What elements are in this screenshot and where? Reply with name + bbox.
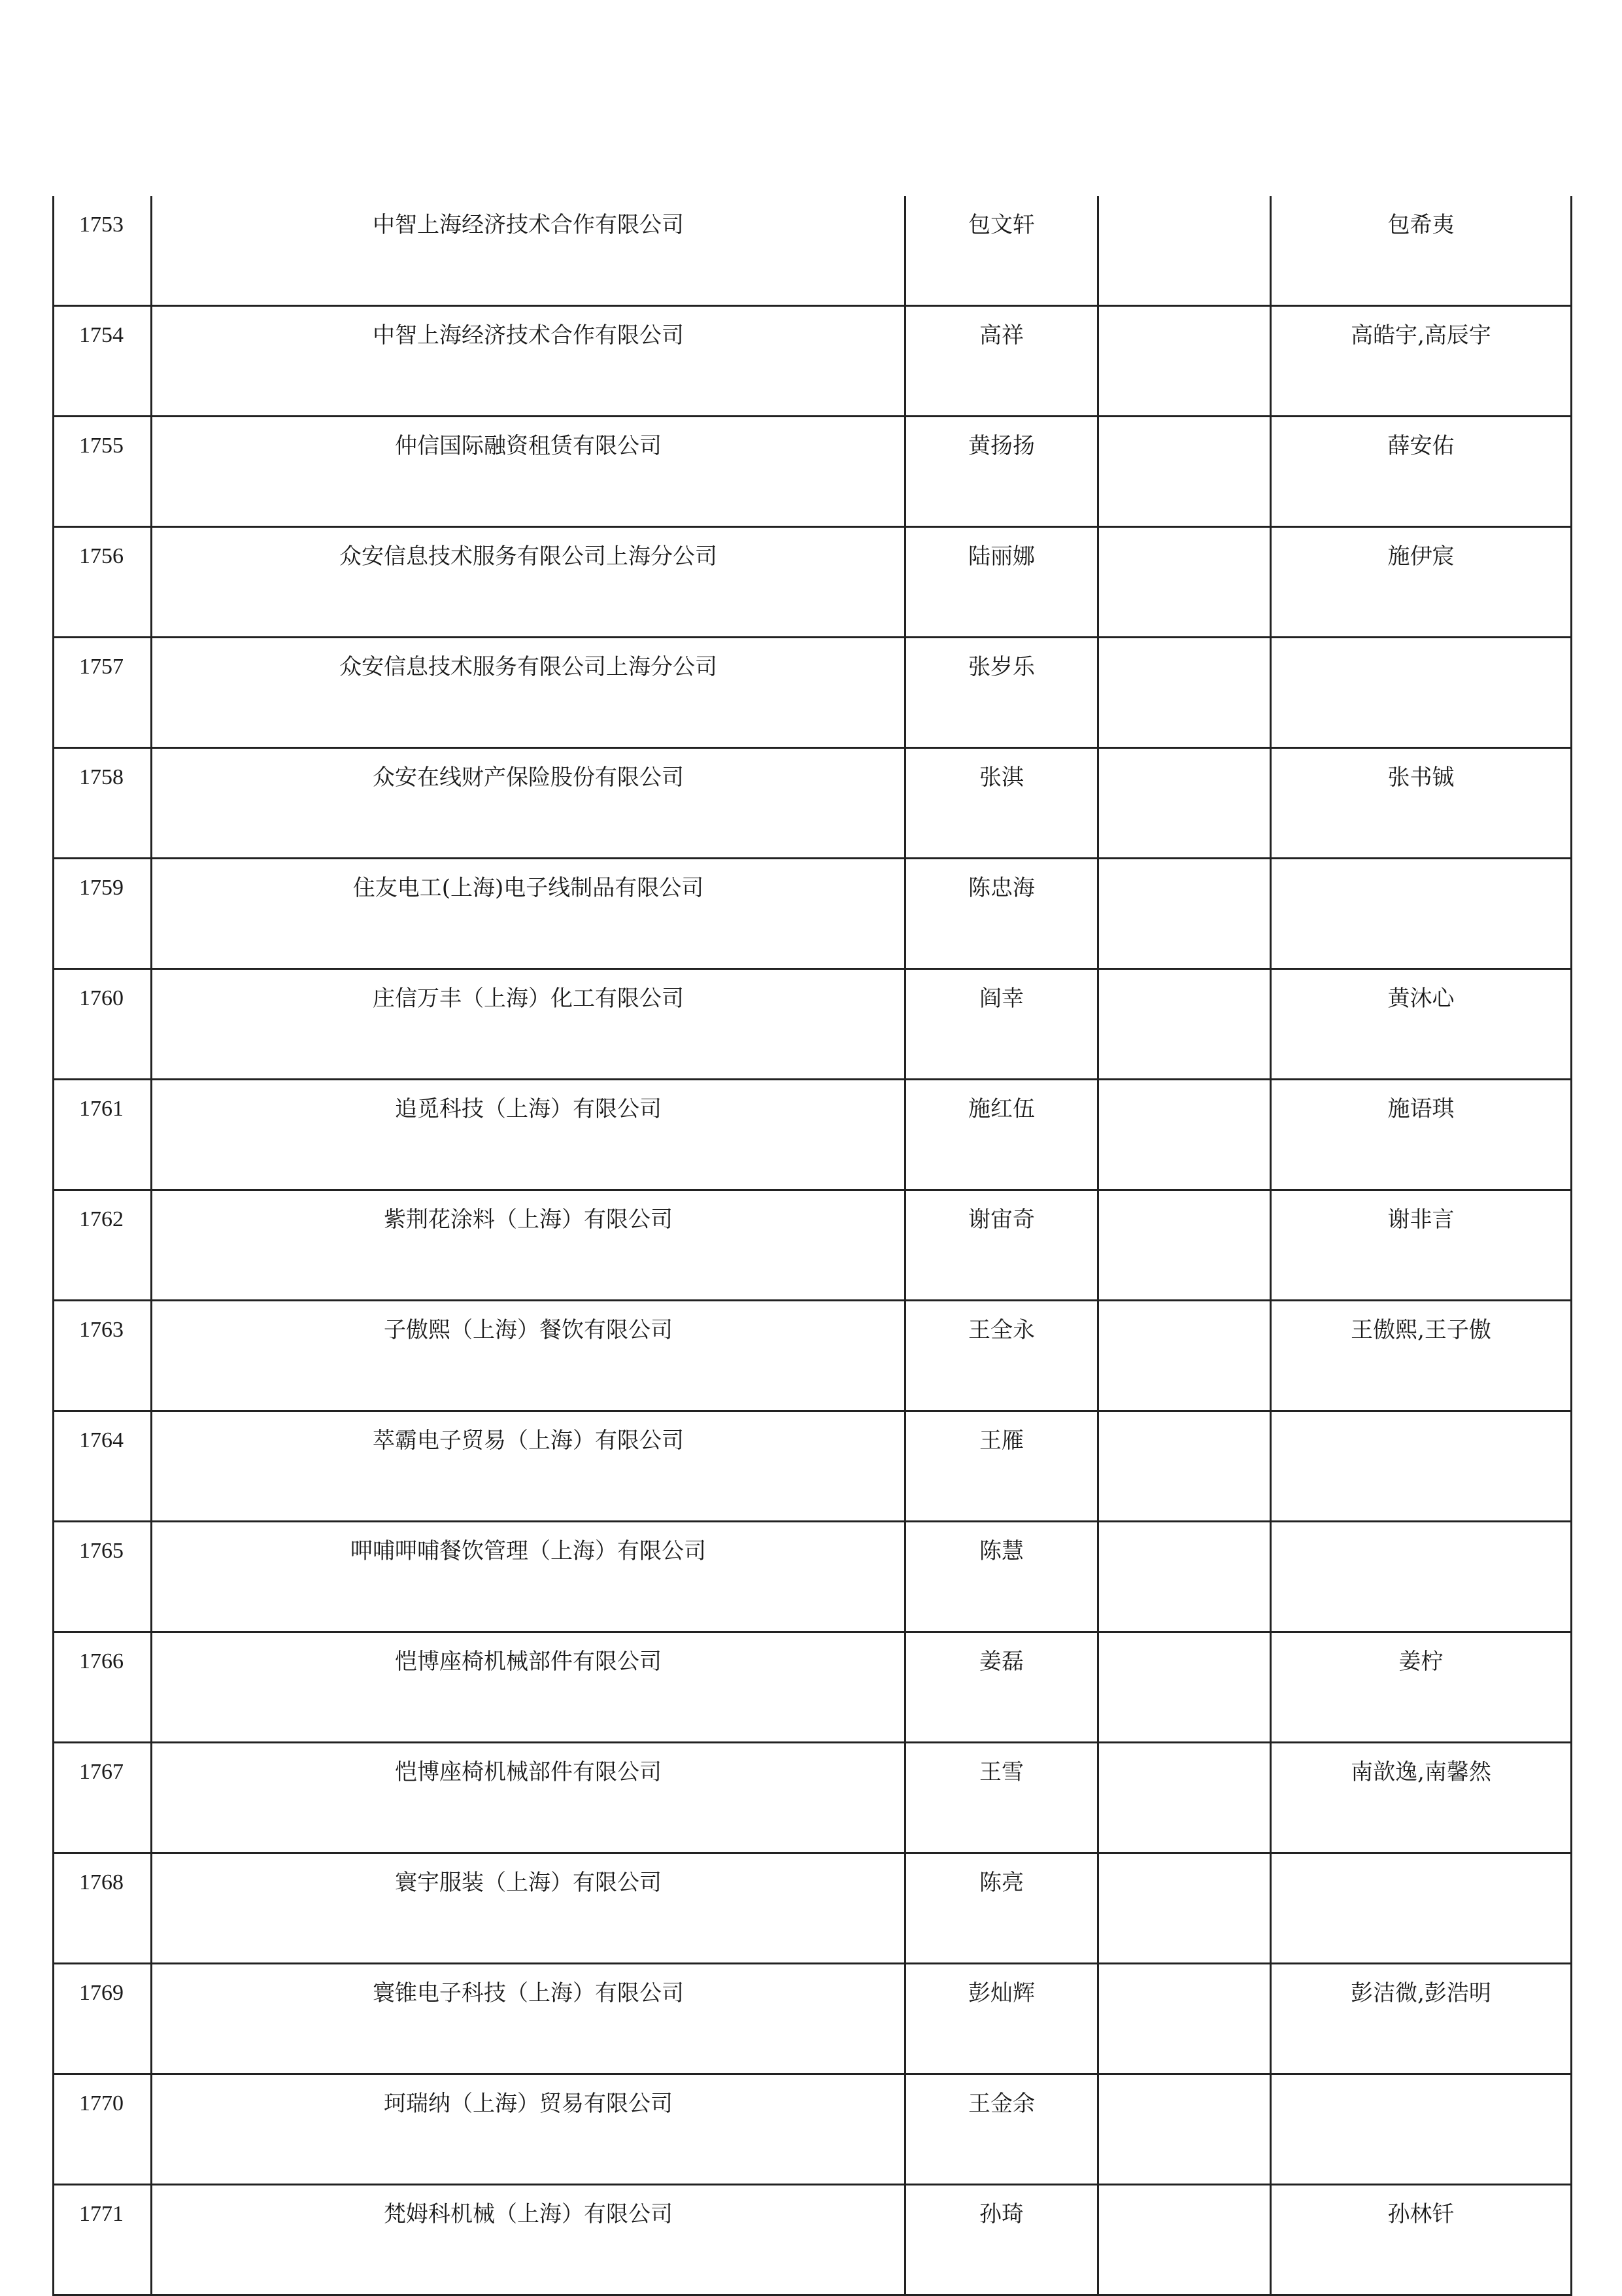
table-row	[54, 638, 1572, 748]
children-names-cell: 黄沐心	[1271, 969, 1572, 1080]
table-row	[54, 2185, 1572, 2295]
row-number-cell: 1770	[54, 2074, 152, 2185]
row-number-cell: 1764	[54, 1411, 152, 1522]
applicant-name-cell: 施红伍	[905, 1080, 1098, 1190]
table-row	[54, 1743, 1572, 1853]
applicant-name-cell: 陈亮	[905, 1853, 1098, 1964]
row-number-cell: 1756	[54, 527, 152, 638]
table-body	[54, 196, 1572, 2295]
applicant-name-cell: 孙琦	[905, 2185, 1098, 2295]
company-name-cell: 仲信国际融资租赁有限公司	[152, 417, 905, 527]
empty-cell	[1098, 2185, 1271, 2295]
children-names-cell: 彭洁微,彭浩明	[1271, 1964, 1572, 2074]
company-name-cell: 追觅科技（上海）有限公司	[152, 1080, 905, 1190]
roster-table	[52, 196, 1572, 2296]
table-row	[54, 306, 1572, 417]
empty-cell	[1098, 1190, 1271, 1301]
empty-cell	[1098, 1080, 1271, 1190]
table-row	[54, 1301, 1572, 1411]
applicant-name-cell: 王雁	[905, 1411, 1098, 1522]
empty-cell	[1098, 1853, 1271, 1964]
company-name-cell: 寰锥电子科技（上海）有限公司	[152, 1964, 905, 2074]
company-name-cell: 珂瑞纳（上海）贸易有限公司	[152, 2074, 905, 2185]
children-names-cell: 谢非言	[1271, 1190, 1572, 1301]
row-number-cell: 1769	[54, 1964, 152, 2074]
table-row	[54, 527, 1572, 638]
row-number-cell: 1753	[54, 196, 152, 306]
empty-cell	[1098, 1411, 1271, 1522]
empty-cell	[1098, 638, 1271, 748]
empty-cell	[1098, 1301, 1271, 1411]
applicant-name-cell: 陈忠海	[905, 859, 1098, 969]
row-number-cell: 1754	[54, 306, 152, 417]
children-names-cell	[1271, 1522, 1572, 1632]
children-names-cell: 南歆逸,南馨然	[1271, 1743, 1572, 1853]
children-names-cell: 姜柠	[1271, 1632, 1572, 1743]
empty-cell	[1098, 527, 1271, 638]
applicant-name-cell: 包文轩	[905, 196, 1098, 306]
children-names-cell: 王傲熙,王子傲	[1271, 1301, 1572, 1411]
company-name-cell: 梵姆科机械（上海）有限公司	[152, 2185, 905, 2295]
table-row	[54, 1632, 1572, 1743]
empty-cell	[1098, 859, 1271, 969]
empty-cell	[1098, 1632, 1271, 1743]
table-row	[54, 859, 1572, 969]
row-number-cell: 1768	[54, 1853, 152, 1964]
row-number-cell: 1771	[54, 2185, 152, 2295]
row-number-cell: 1761	[54, 1080, 152, 1190]
company-name-cell: 众安在线财产保险股份有限公司	[152, 748, 905, 859]
table-row	[54, 748, 1572, 859]
empty-cell	[1098, 417, 1271, 527]
row-number-cell: 1763	[54, 1301, 152, 1411]
applicant-name-cell: 黄扬扬	[905, 417, 1098, 527]
children-names-cell: 施伊宸	[1271, 527, 1572, 638]
company-name-cell: 中智上海经济技术合作有限公司	[152, 196, 905, 306]
applicant-name-cell: 陈慧	[905, 1522, 1098, 1632]
children-names-cell: 孙林钎	[1271, 2185, 1572, 2295]
row-number-cell: 1758	[54, 748, 152, 859]
table-row	[54, 1853, 1572, 1964]
empty-cell	[1098, 1522, 1271, 1632]
company-name-cell: 众安信息技术服务有限公司上海分公司	[152, 638, 905, 748]
empty-cell	[1098, 196, 1271, 306]
children-names-cell	[1271, 859, 1572, 969]
company-name-cell: 萃霸电子贸易（上海）有限公司	[152, 1411, 905, 1522]
applicant-name-cell: 高祥	[905, 306, 1098, 417]
company-name-cell: 住友电工(上海)电子线制品有限公司	[152, 859, 905, 969]
company-name-cell: 寰宇服装（上海）有限公司	[152, 1853, 905, 1964]
children-names-cell	[1271, 2074, 1572, 2185]
table-row	[54, 1522, 1572, 1632]
empty-cell	[1098, 969, 1271, 1080]
company-name-cell: 众安信息技术服务有限公司上海分公司	[152, 527, 905, 638]
empty-cell	[1098, 306, 1271, 417]
applicant-name-cell: 姜磊	[905, 1632, 1098, 1743]
applicant-name-cell: 王雪	[905, 1743, 1098, 1853]
table-row	[54, 1964, 1572, 2074]
company-name-cell: 子傲熙（上海）餐饮有限公司	[152, 1301, 905, 1411]
company-name-cell: 恺博座椅机械部件有限公司	[152, 1743, 905, 1853]
applicant-name-cell: 张岁乐	[905, 638, 1098, 748]
row-number-cell: 1757	[54, 638, 152, 748]
table-row	[54, 417, 1572, 527]
empty-cell	[1098, 1964, 1271, 2074]
table-row	[54, 1411, 1572, 1522]
applicant-name-cell: 王全永	[905, 1301, 1098, 1411]
applicant-name-cell: 谢宙奇	[905, 1190, 1098, 1301]
table-row	[54, 1190, 1572, 1301]
applicant-name-cell: 陆丽娜	[905, 527, 1098, 638]
company-name-cell: 紫荆花涂料（上海）有限公司	[152, 1190, 905, 1301]
row-number-cell: 1762	[54, 1190, 152, 1301]
applicant-name-cell: 张淇	[905, 748, 1098, 859]
company-name-cell: 呷哺呷哺餐饮管理（上海）有限公司	[152, 1522, 905, 1632]
children-names-cell	[1271, 1411, 1572, 1522]
children-names-cell: 高皓宇,高辰宇	[1271, 306, 1572, 417]
children-names-cell: 薛安佑	[1271, 417, 1572, 527]
row-number-cell: 1760	[54, 969, 152, 1080]
applicant-name-cell: 王金余	[905, 2074, 1098, 2185]
table-row	[54, 2074, 1572, 2185]
table-row	[54, 1080, 1572, 1190]
empty-cell	[1098, 748, 1271, 859]
company-name-cell: 中智上海经济技术合作有限公司	[152, 306, 905, 417]
row-number-cell: 1765	[54, 1522, 152, 1632]
applicant-name-cell: 阎幸	[905, 969, 1098, 1080]
empty-cell	[1098, 2074, 1271, 2185]
table-row	[54, 969, 1572, 1080]
table-row	[54, 196, 1572, 306]
row-number-cell: 1755	[54, 417, 152, 527]
children-names-cell	[1271, 1853, 1572, 1964]
row-number-cell: 1766	[54, 1632, 152, 1743]
applicant-name-cell: 彭灿辉	[905, 1964, 1098, 2074]
row-number-cell: 1767	[54, 1743, 152, 1853]
company-name-cell: 恺博座椅机械部件有限公司	[152, 1632, 905, 1743]
children-names-cell	[1271, 638, 1572, 748]
children-names-cell: 张书铖	[1271, 748, 1572, 859]
children-names-cell: 施语琪	[1271, 1080, 1572, 1190]
children-names-cell: 包希夷	[1271, 196, 1572, 306]
row-number-cell: 1759	[54, 859, 152, 969]
company-name-cell: 庄信万丰（上海）化工有限公司	[152, 969, 905, 1080]
empty-cell	[1098, 1743, 1271, 1853]
roster-table-container	[52, 196, 1570, 2296]
